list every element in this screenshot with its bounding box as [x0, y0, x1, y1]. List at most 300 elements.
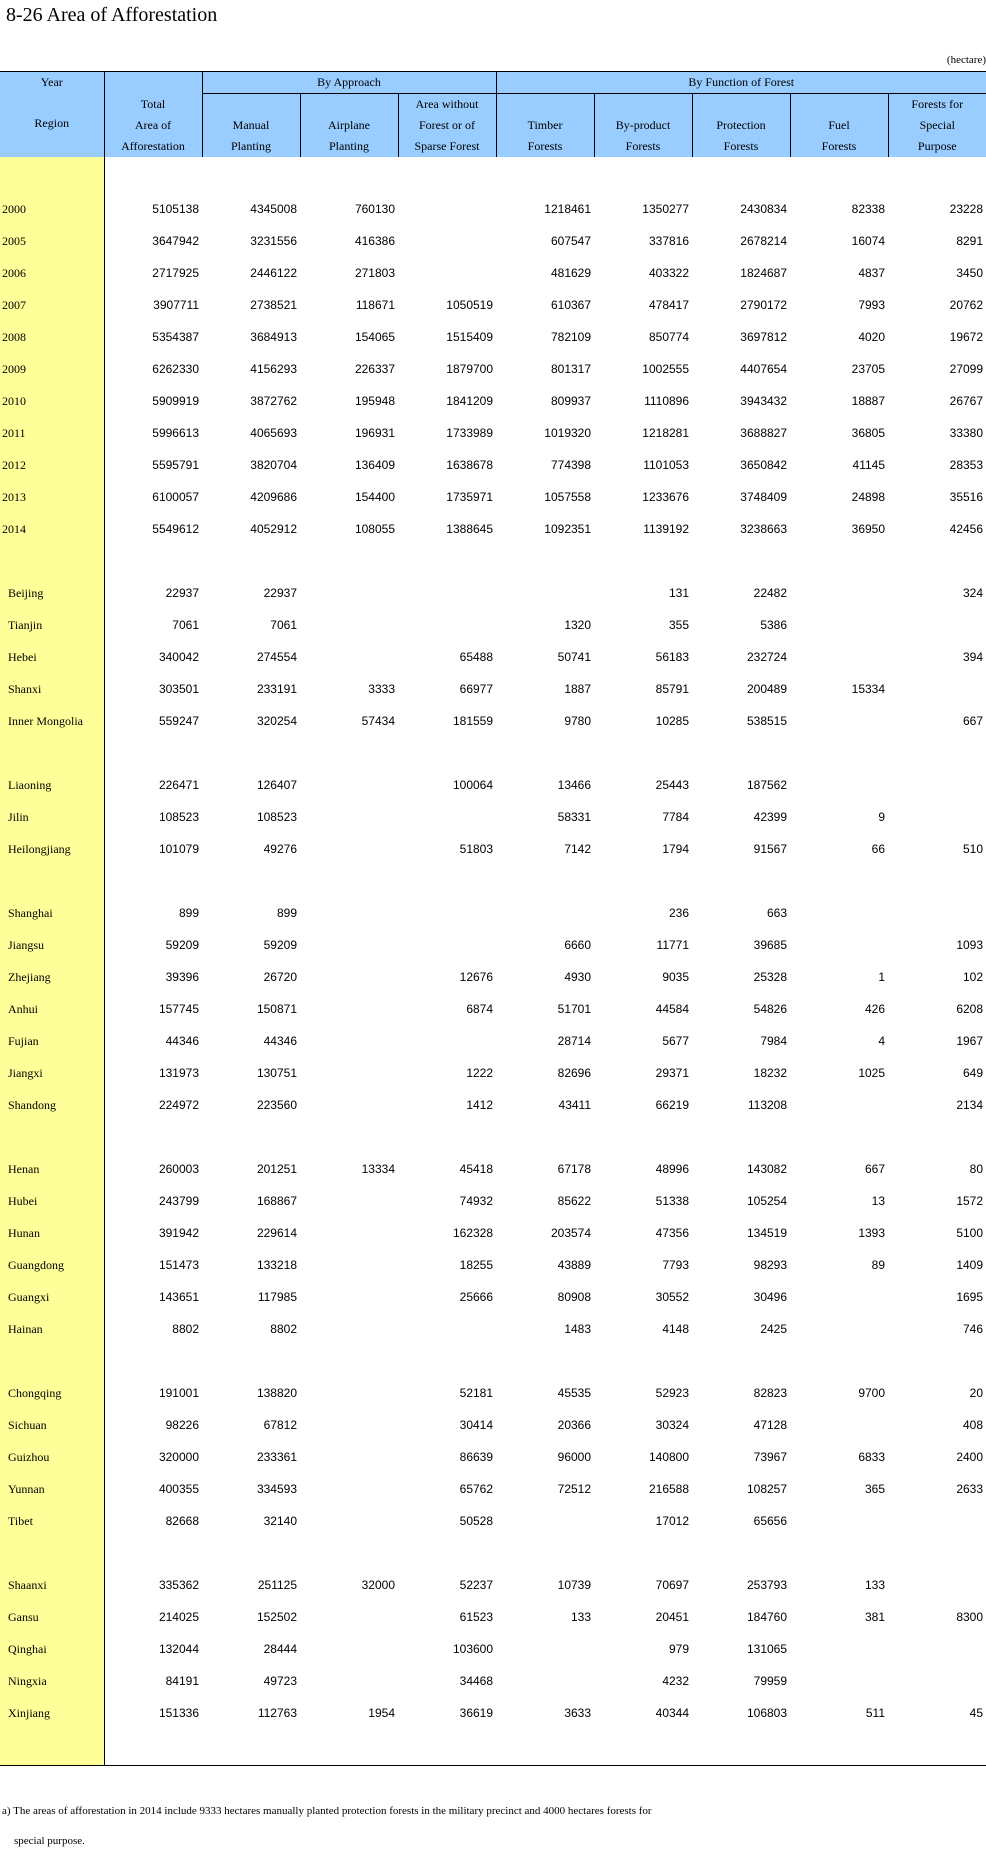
table-cell: 667: [864, 1162, 886, 1176]
table-cell: 6660: [564, 938, 592, 952]
table-cell: 1350277: [642, 202, 690, 216]
row-label: Anhui: [0, 993, 104, 1025]
row-label: Tibet: [0, 1505, 104, 1537]
table-cell: 394: [962, 650, 984, 664]
table-cell: 214025: [158, 1610, 199, 1624]
table-cell: 355: [668, 618, 690, 632]
table-cell: 33380: [949, 426, 984, 440]
table-cell: 201251: [256, 1162, 297, 1176]
table-cell: 56183: [655, 650, 690, 664]
table-row: [0, 769, 986, 801]
row-label: Guizhou: [0, 1441, 104, 1473]
table-cell: 133218: [256, 1258, 297, 1272]
table-cell: 25666: [459, 1290, 494, 1304]
table-cell: 184760: [746, 1610, 788, 1624]
table-cell: 203574: [550, 1226, 592, 1240]
header-timber: Timber Forests: [496, 94, 594, 158]
table-cell: [398, 257, 496, 289]
row-label: 2007: [0, 289, 104, 321]
table-cell: 5100: [956, 1226, 984, 1240]
table-cell: 72512: [557, 1482, 592, 1496]
table-cell: [790, 577, 888, 609]
table-cell: 26767: [949, 394, 984, 408]
row-label: Hebei: [0, 641, 104, 673]
table-cell: 82668: [165, 1514, 199, 1528]
table-cell: 324: [962, 586, 984, 600]
table-cell: 1092351: [544, 522, 592, 536]
table-row: [0, 929, 986, 961]
table-cell: 24898: [851, 490, 886, 504]
table-cell: 4156293: [250, 362, 297, 376]
table-cell: 3684913: [250, 330, 297, 344]
table-cell: 70697: [655, 1578, 690, 1592]
table-cell: 3872762: [250, 394, 297, 408]
table-cell: 5595791: [152, 458, 199, 472]
table-cell: [496, 577, 594, 609]
table-cell: 9780: [564, 714, 592, 728]
table-cell: 16074: [851, 234, 886, 248]
table-cell: 6100057: [152, 490, 199, 504]
table-cell: 42399: [753, 810, 788, 824]
table-row: [0, 705, 986, 737]
table-cell: 340042: [158, 650, 199, 664]
table-cell: 44584: [655, 1002, 690, 1016]
row-label: 2005: [0, 225, 104, 257]
table-cell: 36619: [459, 1706, 494, 1720]
row-label: Jiangxi: [0, 1057, 104, 1089]
table-cell: 481629: [550, 266, 592, 280]
table-row: [0, 481, 986, 513]
table-cell: 61523: [459, 1610, 494, 1624]
header-protection: Protection Forests: [692, 94, 790, 158]
row-label: Shanxi: [0, 673, 104, 705]
spacer-row: [0, 545, 986, 577]
table-cell: 58331: [557, 810, 592, 824]
table-row: [0, 1185, 986, 1217]
table-cell: 6874: [466, 1002, 494, 1016]
table-row: [0, 1217, 986, 1249]
row-label: Hunan: [0, 1217, 104, 1249]
table-cell: 105254: [746, 1194, 788, 1208]
spacer-row: [0, 1345, 986, 1377]
header-manual: Manual Planting: [202, 94, 300, 158]
table-cell: 1320: [564, 618, 592, 632]
table-cell: 5105138: [152, 202, 199, 216]
table-cell: 1050519: [446, 298, 494, 312]
row-label: Sichuan: [0, 1409, 104, 1441]
header-airplane: Airplane Planting: [300, 94, 398, 158]
table-cell: 23228: [949, 202, 984, 216]
table-cell: 1139192: [643, 522, 690, 536]
spacer-row: [0, 1121, 986, 1153]
spacer-row: [0, 1729, 986, 1766]
table-cell: 2678214: [740, 234, 788, 248]
table-cell: 79959: [753, 1674, 788, 1688]
table-cell: 39396: [165, 970, 199, 984]
table-cell: 118671: [355, 298, 395, 312]
table-cell: 8291: [956, 234, 984, 248]
table-cell: 7793: [662, 1258, 690, 1272]
table-row: [0, 609, 986, 641]
table-cell: 187562: [746, 778, 788, 792]
spacer-row: [0, 1537, 986, 1569]
table-cell: 8802: [270, 1322, 297, 1336]
table-cell: [398, 897, 496, 929]
table-cell: 36805: [851, 426, 886, 440]
row-label: Shandong: [0, 1089, 104, 1121]
table-cell: 66: [871, 842, 886, 856]
table-cell: [398, 929, 496, 961]
table-row: [0, 1441, 986, 1473]
table-cell: [300, 961, 398, 993]
table-cell: 1887: [564, 682, 592, 696]
table-cell: 9: [878, 810, 886, 824]
table-row: [0, 833, 986, 865]
table-cell: 8300: [956, 1610, 984, 1624]
table-cell: 32140: [263, 1514, 297, 1528]
table-cell: 86639: [459, 1450, 494, 1464]
table-cell: 30324: [655, 1418, 690, 1432]
table-row: [0, 1665, 986, 1697]
row-label: 2010: [0, 385, 104, 417]
table-cell: 3333: [368, 682, 395, 696]
table-cell: 150871: [256, 1002, 297, 1016]
table-cell: 195948: [354, 394, 395, 408]
table-cell: 65656: [753, 1514, 788, 1528]
table-cell: 3450: [956, 266, 984, 280]
table-cell: 2738521: [250, 298, 297, 312]
table-cell: 36950: [851, 522, 886, 536]
spacer-row: [0, 865, 986, 897]
table-row: [0, 577, 986, 609]
table-cell: 1222: [466, 1066, 494, 1080]
table-cell: 1393: [858, 1226, 886, 1240]
table-cell: [496, 897, 594, 929]
table-cell: 1515409: [446, 330, 494, 344]
table-row: [0, 193, 986, 225]
table-row: [0, 1601, 986, 1633]
table-cell: 663: [766, 906, 788, 920]
table-cell: 9035: [662, 970, 690, 984]
table-cell: [300, 1217, 398, 1249]
table-cell: 4209686: [250, 490, 297, 504]
table-cell: 30552: [655, 1290, 690, 1304]
table-cell: 8802: [172, 1322, 199, 1336]
table-cell: 1002555: [642, 362, 690, 376]
table-cell: 28714: [557, 1034, 592, 1048]
table-cell: 52237: [459, 1578, 494, 1592]
row-label: Zhejiang: [0, 961, 104, 993]
table-cell: [398, 577, 496, 609]
table-cell: [300, 1505, 398, 1537]
table-cell: 4020: [858, 330, 886, 344]
table-cell: [790, 1313, 888, 1345]
table-cell: 7984: [760, 1034, 788, 1048]
table-cell: 140800: [648, 1450, 690, 1464]
table-cell: [888, 1569, 986, 1601]
table-cell: 82338: [851, 202, 886, 216]
table-cell: 100064: [452, 778, 494, 792]
table-cell: 649: [962, 1066, 984, 1080]
table-cell: [300, 833, 398, 865]
table-cell: 51701: [557, 1002, 592, 1016]
table-cell: 133: [570, 1610, 592, 1624]
table-cell: 96000: [557, 1450, 592, 1464]
table-row: [0, 417, 986, 449]
table-cell: 5909919: [152, 394, 199, 408]
table-cell: 18255: [459, 1258, 494, 1272]
row-label: 2009: [0, 353, 104, 385]
table-row: [0, 449, 986, 481]
table-cell: 162328: [452, 1226, 494, 1240]
table-cell: 1409: [956, 1258, 984, 1272]
table-cell: 154400: [354, 490, 395, 504]
table-cell: 510: [962, 842, 984, 856]
table-cell: 200489: [746, 682, 788, 696]
table-cell: 1572: [956, 1194, 984, 1208]
table-cell: 1824687: [740, 266, 788, 280]
table-cell: 12676: [459, 970, 494, 984]
table-cell: 223560: [256, 1098, 297, 1112]
table-cell: 1093: [956, 938, 984, 952]
table-cell: 4837: [858, 266, 886, 280]
row-label: Shaanxi: [0, 1569, 104, 1601]
table-cell: [790, 1409, 888, 1441]
table-cell: 151473: [158, 1258, 199, 1272]
table-cell: 117985: [257, 1290, 297, 1304]
table-cell: 1412: [466, 1098, 494, 1112]
row-label: Guangdong: [0, 1249, 104, 1281]
table-cell: 126407: [256, 778, 297, 792]
table-cell: 3943432: [740, 394, 788, 408]
table-cell: 6208: [956, 1002, 984, 1016]
table-cell: 334593: [256, 1482, 297, 1496]
table-cell: 11771: [656, 938, 690, 952]
row-label: 2012: [0, 449, 104, 481]
table-cell: 106803: [746, 1706, 788, 1720]
table-cell: 23705: [851, 362, 886, 376]
row-label: Gansu: [0, 1601, 104, 1633]
table-cell: 108257: [746, 1482, 788, 1496]
table-cell: 133: [864, 1578, 886, 1592]
table-cell: 54826: [753, 1002, 788, 1016]
table-cell: [300, 1409, 398, 1441]
table-cell: 47356: [655, 1226, 690, 1240]
table-cell: 20762: [949, 298, 984, 312]
table-cell: 1695: [956, 1290, 984, 1304]
table-cell: 18232: [753, 1066, 788, 1080]
row-label: Inner Mongolia: [0, 705, 104, 737]
table-cell: 134519: [746, 1226, 788, 1240]
table-cell: [888, 1505, 986, 1537]
table-cell: 28444: [263, 1642, 297, 1656]
table-cell: 57434: [361, 714, 395, 728]
table-cell: 3820704: [250, 458, 297, 472]
table-row: [0, 1409, 986, 1441]
table-cell: 131065: [746, 1642, 788, 1656]
table-cell: 746: [962, 1322, 984, 1336]
table-cell: 5386: [760, 618, 788, 632]
table-cell: [496, 1665, 594, 1697]
table-cell: 10285: [655, 714, 690, 728]
table-row: [0, 993, 986, 1025]
table-cell: 59209: [263, 938, 297, 952]
table-cell: 34468: [459, 1674, 494, 1688]
header-region: Region: [34, 116, 70, 130]
table-cell: 130751: [256, 1066, 297, 1080]
row-label: 2011: [0, 417, 104, 449]
table-cell: [888, 1633, 986, 1665]
row-label: Henan: [0, 1153, 104, 1185]
row-label: Beijing: [0, 577, 104, 609]
table-cell: 4052912: [250, 522, 297, 536]
table-row: [0, 1569, 986, 1601]
row-label: Heilongjiang: [0, 833, 104, 865]
table-cell: 610367: [550, 298, 592, 312]
row-label: Jilin: [0, 801, 104, 833]
row-label: Liaoning: [0, 769, 104, 801]
footnote-line-2: special purpose.: [14, 1835, 85, 1847]
table-cell: [300, 1665, 398, 1697]
table-cell: 131973: [158, 1066, 199, 1080]
table-cell: [300, 1281, 398, 1313]
table-cell: 98226: [165, 1418, 199, 1432]
table-cell: 271803: [354, 266, 395, 280]
table-cell: 43411: [558, 1098, 592, 1112]
table-cell: [300, 1377, 398, 1409]
table-cell: 191001: [158, 1386, 199, 1400]
table-cell: 1057558: [544, 490, 592, 504]
table-cell: 2134: [956, 1098, 984, 1112]
table-cell: 774398: [550, 458, 592, 472]
table-cell: 1: [878, 970, 886, 984]
table-row: [0, 1377, 986, 1409]
table-cell: 51803: [459, 842, 494, 856]
table-cell: [300, 769, 398, 801]
row-label: 2013: [0, 481, 104, 513]
table-cell: 2790172: [740, 298, 788, 312]
table-cell: 216588: [648, 1482, 690, 1496]
table-cell: 138820: [256, 1386, 297, 1400]
table-cell: 899: [276, 906, 297, 920]
header-special: Forests for Special Purpose: [888, 94, 986, 158]
spacer-row: [0, 157, 986, 193]
table-cell: [790, 769, 888, 801]
table-cell: 4065693: [250, 426, 297, 440]
table-cell: [300, 577, 398, 609]
table-cell: 13: [871, 1194, 886, 1208]
table-cell: 1388645: [446, 522, 494, 536]
table-cell: 80908: [557, 1290, 592, 1304]
header-year: Year: [40, 75, 63, 89]
table-cell: 168867: [256, 1194, 297, 1208]
table-cell: 3231556: [250, 234, 297, 248]
table-cell: [300, 1313, 398, 1345]
table-cell: 850774: [648, 330, 690, 344]
table-cell: 67178: [557, 1162, 592, 1176]
table-cell: [300, 1473, 398, 1505]
row-label: Tianjin: [0, 609, 104, 641]
table-cell: 101079: [158, 842, 199, 856]
table-cell: 52181: [459, 1386, 494, 1400]
table-cell: 43889: [557, 1258, 592, 1272]
table-cell: 232724: [746, 650, 788, 664]
table-cell: 18887: [851, 394, 886, 408]
table-row: [0, 961, 986, 993]
table-row: [0, 353, 986, 385]
table-row: [0, 513, 986, 545]
table-cell: 136409: [354, 458, 395, 472]
table-cell: 3907711: [153, 298, 199, 312]
table-cell: 29371: [655, 1066, 690, 1080]
table-cell: 3647942: [152, 234, 199, 248]
table-cell: 49276: [263, 842, 297, 856]
table-cell: 65488: [459, 650, 494, 664]
table-cell: 3650842: [740, 458, 788, 472]
table-cell: 4148: [662, 1322, 690, 1336]
table-cell: [790, 705, 888, 737]
table-cell: 2430834: [740, 202, 788, 216]
table-cell: 132044: [158, 1642, 199, 1656]
row-label: 2014: [0, 513, 104, 545]
table-cell: [300, 1633, 398, 1665]
table-cell: [888, 673, 986, 705]
row-label: Chongqing: [0, 1377, 104, 1409]
table-row: [0, 641, 986, 673]
table-cell: [300, 1057, 398, 1089]
table-cell: 181559: [452, 714, 494, 728]
table-cell: [300, 993, 398, 1025]
table-cell: 4: [878, 1034, 886, 1048]
table-row: [0, 225, 986, 257]
table-cell: [888, 897, 986, 929]
table-cell: 226471: [158, 778, 199, 792]
table-cell: 801317: [550, 362, 592, 376]
header-fuel: Fuel Forests: [790, 94, 888, 158]
table-cell: 1879700: [446, 362, 494, 376]
table-cell: 1233676: [642, 490, 690, 504]
table-cell: 760130: [354, 202, 395, 216]
table-cell: 320254: [256, 714, 297, 728]
table-cell: 607547: [550, 234, 592, 248]
unit-label: (hectare): [946, 54, 986, 66]
table-cell: 7993: [858, 298, 886, 312]
table-cell: 30496: [753, 1290, 788, 1304]
table-cell: [300, 801, 398, 833]
table-cell: 52923: [655, 1386, 690, 1400]
table-cell: 1483: [564, 1322, 592, 1336]
table-row: [0, 1697, 986, 1729]
table-cell: 1218461: [544, 202, 592, 216]
table-cell: 2400: [956, 1450, 984, 1464]
table-cell: 103600: [452, 1642, 494, 1656]
table-cell: 22937: [263, 586, 297, 600]
table-row: [0, 801, 986, 833]
table-cell: [300, 897, 398, 929]
table-row: [0, 1313, 986, 1345]
table-cell: [888, 609, 986, 641]
table-cell: 416386: [354, 234, 395, 248]
table-cell: 89: [871, 1258, 886, 1272]
table-row: [0, 1153, 986, 1185]
table-cell: 3688827: [740, 426, 788, 440]
table-cell: [888, 1665, 986, 1697]
table-row: [0, 1633, 986, 1665]
table-row: [0, 1057, 986, 1089]
table-cell: [300, 1025, 398, 1057]
table-cell: 1110896: [644, 394, 690, 408]
table-cell: 1967: [956, 1034, 984, 1048]
